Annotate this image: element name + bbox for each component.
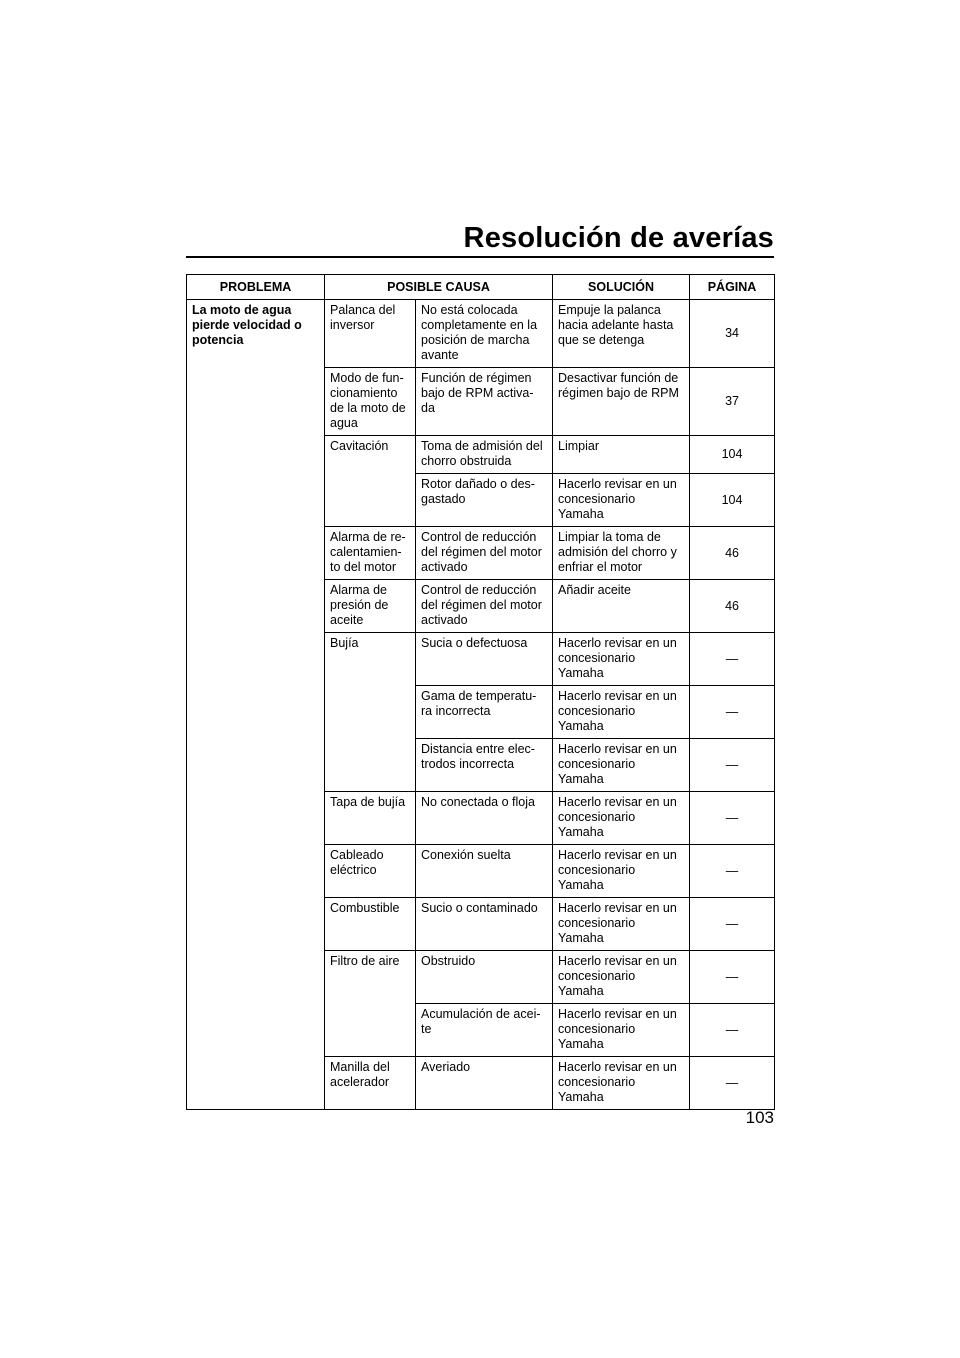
cause-detail-cell: Averiado — [416, 1057, 553, 1110]
problem-cell: La moto de agua pierde velocidad o potencia — [187, 300, 325, 1110]
cause-cell: Combustible — [325, 898, 416, 951]
table-header-row — [187, 275, 775, 300]
header-solucion: SOLUCIÓN — [553, 275, 690, 300]
solution-cell: Añadir aceite — [553, 580, 690, 633]
cause-detail-cell: Sucio o contaminado — [416, 898, 553, 951]
cause-detail-cell: No está colocada completamente en la posición de marcha avante — [416, 300, 553, 368]
cause-detail-cell: Gama de temperatu- ra incorrecta — [416, 686, 553, 739]
cause-detail-cell: Conexión suelta — [416, 845, 553, 898]
cause-detail-cell: Toma de admisión del chorro obstruida — [416, 436, 553, 474]
page-ref-cell: — — [690, 951, 775, 1004]
solution-cell: Hacerlo revisar en un concesionario Yamaha — [553, 1004, 690, 1057]
page-ref-cell: — — [690, 792, 775, 845]
cause-detail-cell: Acumulación de acei- te — [416, 1004, 553, 1057]
solution-cell: Empuje la palanca hacia adelante hasta que se detenga — [553, 300, 690, 368]
cause-detail-cell: No conectada o floja — [416, 792, 553, 845]
page-ref-cell: — — [690, 1004, 775, 1057]
page-ref-cell: 104 — [690, 436, 775, 474]
title-divider — [186, 256, 774, 258]
page-number: 103 — [745, 1108, 774, 1127]
cause-cell: Alarma de re- calentamien- to del motor — [325, 527, 416, 580]
solution-cell: Hacerlo revisar en un concesionario Yamaha — [553, 474, 690, 527]
cause-detail-cell: Obstruido — [416, 951, 553, 1004]
header-posible-causa: POSIBLE CAUSA — [325, 275, 553, 300]
solution-cell: Hacerlo revisar en un concesionario Yamaha — [553, 845, 690, 898]
cause-detail-cell: Control de reducción del régimen del motor activado — [416, 527, 553, 580]
cause-cell: Cableado eléctrico — [325, 845, 416, 898]
page-ref-cell: — — [690, 898, 775, 951]
header-problema: PROBLEMA — [187, 275, 325, 300]
header-pagina: PÁGINA — [690, 275, 775, 300]
page-ref-cell: 34 — [690, 300, 775, 368]
solution-cell: Limpiar — [553, 436, 690, 474]
cause-detail-cell: Control de reducción del régimen del motor activado — [416, 580, 553, 633]
solution-cell: Hacerlo revisar en un concesionario Yamaha — [553, 951, 690, 1004]
cause-cell: Cavitación — [325, 436, 416, 527]
solution-cell: Hacerlo revisar en un concesionario Yamaha — [553, 792, 690, 845]
page-ref-cell: 46 — [690, 527, 775, 580]
page-ref-cell: 46 — [690, 580, 775, 633]
cause-cell: Tapa de bujía — [325, 792, 416, 845]
page-ref-cell: 37 — [690, 368, 775, 436]
solution-cell: Limpiar la toma de admisión del chorro y enfriar el motor — [553, 527, 690, 580]
cause-cell: Bujía — [325, 633, 416, 792]
solution-cell: Hacerlo revisar en un concesionario Yamaha — [553, 898, 690, 951]
cause-cell: Manilla del acelerador — [325, 1057, 416, 1110]
cause-detail-cell: Función de régimen bajo de RPM activa- da — [416, 368, 553, 436]
solution-cell: Hacerlo revisar en un concesionario Yamaha — [553, 633, 690, 686]
page-ref-cell: — — [690, 1057, 775, 1110]
cause-detail-cell: Distancia entre elec- trodos incorrecta — [416, 739, 553, 792]
page-ref-cell: — — [690, 845, 775, 898]
cause-detail-cell: Rotor dañado o des- gastado — [416, 474, 553, 527]
solution-cell: Hacerlo revisar en un concesionario Yamaha — [553, 739, 690, 792]
solution-cell: Hacerlo revisar en un concesionario Yamaha — [553, 1057, 690, 1110]
troubleshooting-table — [186, 274, 775, 1110]
page-ref-cell: — — [690, 633, 775, 686]
cause-detail-cell: Sucia o defectuosa — [416, 633, 553, 686]
page-ref-cell: 104 — [690, 474, 775, 527]
solution-cell: Hacerlo revisar en un concesionario Yamaha — [553, 686, 690, 739]
page-title: Resolución de averías — [463, 222, 774, 254]
cause-cell: Filtro de aire — [325, 951, 416, 1057]
page-ref-cell: — — [690, 686, 775, 739]
cause-cell: Modo de fun- cionamiento de la moto de agua — [325, 368, 416, 436]
table-row — [187, 300, 775, 368]
solution-cell: Desactivar función de régimen bajo de RPM — [553, 368, 690, 436]
cause-cell: Palanca del inversor — [325, 300, 416, 368]
cause-cell: Alarma de presión de aceite — [325, 580, 416, 633]
page-ref-cell: — — [690, 739, 775, 792]
